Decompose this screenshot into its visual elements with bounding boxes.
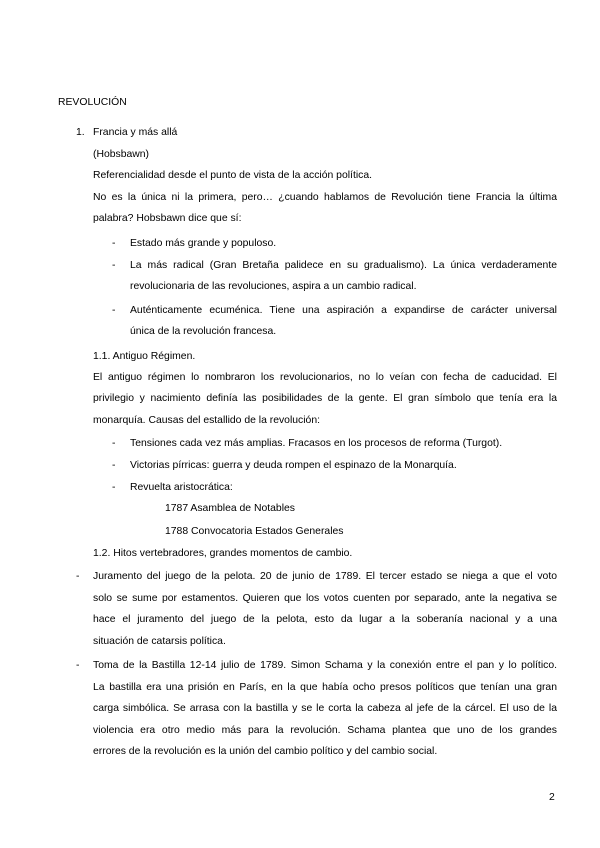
bullet-dash: - <box>112 460 116 471</box>
subsection-title: 1.2. Hitos vertebradores, grandes momentos de cambio. <box>93 548 353 559</box>
bullet-dash: - <box>112 305 116 316</box>
bullet-dash: - <box>112 438 116 449</box>
list-item: Auténticamente ecuménica. Tiene una aspiración a expandirse de carácter universal <box>130 305 557 316</box>
bullet-dash: - <box>112 482 116 493</box>
bullet-dash: - <box>76 571 80 582</box>
paragraph-line: situación de catarsis política. <box>93 636 226 647</box>
section-number: 1. <box>76 127 85 138</box>
section-title: Francia y más allá <box>93 127 178 138</box>
bullet-dash: - <box>112 260 116 271</box>
list-item: Revuelta aristocrática: <box>130 482 233 493</box>
bullet-dash: - <box>76 660 80 671</box>
paragraph-line: Toma de la Bastilla 12-14 julio de 1789. Simon Schama y la conexión entre el pan y lo político. <box>93 660 557 671</box>
paragraph-line: carga simbólica. Se arrasa con la bastilla y se le corta la cabeza al jefe de la cárcel. El uso de la <box>93 703 557 714</box>
list-item: revolucionaria de las revoluciones, aspira a un cambio radical. <box>130 281 417 292</box>
paragraph-line: palabra? Hobsbawn dice que sí: <box>93 213 242 224</box>
paragraph-line: El antiguo régimen lo nombraron los revolucionarios, no lo veían con fecha de caducidad. El <box>93 372 557 383</box>
page-title: REVOLUCIÓN <box>58 97 127 108</box>
bullet-dash: - <box>112 238 116 249</box>
paragraph-line: solo se sume por estamentos. Quieren que los votos cuenten por separado, ante la negativa se <box>93 593 557 604</box>
paragraph-line: La bastilla era una prisión en París, en la que había ocho presos políticos que tenían una gran <box>93 682 557 693</box>
paragraph-line: privilegio y nacimiento definía las posibilidades de la gente. El gran símbolo que tenía era la <box>93 393 557 404</box>
list-item: única de la revolución francesa. <box>130 326 277 337</box>
subsection-title: 1.1. Antiguo Régimen. <box>93 351 196 362</box>
sub-list-item: 1787 Asamblea de Notables <box>165 503 295 514</box>
list-item: Estado más grande y populoso. <box>130 238 277 249</box>
author-note: (Hobsbawn) <box>93 149 150 160</box>
paragraph-line: No es la única ni la primera, pero… ¿cuando hablamos de Revolución tiene Francia la última <box>93 192 557 203</box>
list-item: Tensiones cada vez más amplias. Fracasos en los procesos de reforma (Turgot). <box>130 438 503 449</box>
list-item: Victorias pírricas: guerra y deuda rompen el espinazo de la Monarquía. <box>130 460 457 471</box>
list-item: La más radical (Gran Bretaña palidece en su gradualismo). La única verdaderamente <box>130 260 557 271</box>
paragraph-line: hace el juramento del juego de la pelota, esto da lugar a la soberanía nacional y a una <box>93 614 557 625</box>
paragraph-line: Juramento del juego de la pelota. 20 de junio de 1789. El tercer estado se niega a que el voto <box>93 571 557 582</box>
page-number: 2 <box>549 792 555 803</box>
paragraph-line: errores de la revolución es la unión del cambio político y del cambio social. <box>93 746 438 757</box>
paragraph-line: Referencialidad desde el punto de vista de la acción política. <box>93 170 372 181</box>
sub-list-item: 1788 Convocatoria Estados Generales <box>165 526 344 537</box>
paragraph-line: monarquía. Causas del estallido de la revolución: <box>93 415 320 426</box>
paragraph-line: violencia era otro medio más para la revolución. Schama plantea que uno de los grandes <box>93 725 557 736</box>
